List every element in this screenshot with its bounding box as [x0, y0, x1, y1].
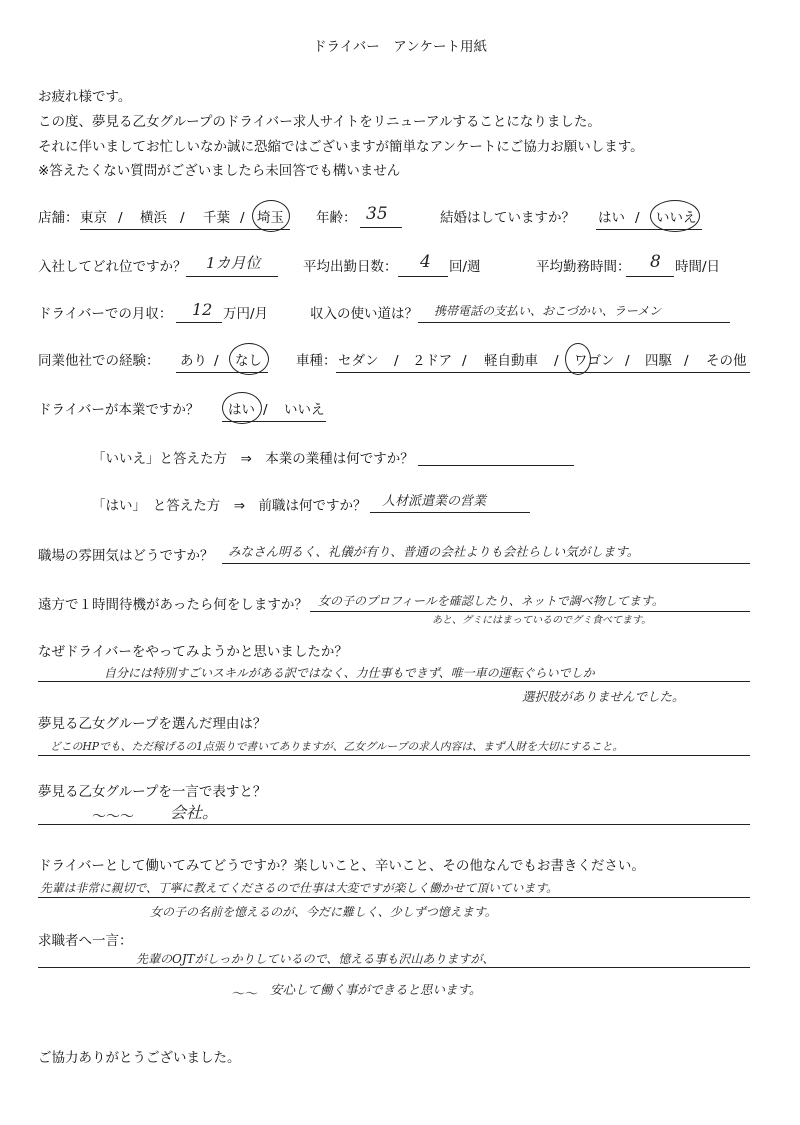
- attendance-label: 平均出勤日数：: [303, 259, 398, 275]
- struck-scribble: 〜〜〜: [92, 809, 134, 825]
- ifno-label: 「いいえ」と答えた方 ⇒ 本業の業種は何ですか？: [92, 451, 414, 467]
- underline: [222, 421, 326, 422]
- why-group-label: 夢見る乙女グループを選んだ理由は？: [38, 716, 267, 732]
- car-sep: /: [462, 353, 467, 369]
- store-label: 店舗：: [38, 210, 79, 226]
- usage-label: 収入の使い道は？: [310, 306, 418, 322]
- ifyes-label: 「はい」 と答えた方 ⇒ 前職は何ですか？: [92, 498, 367, 514]
- usage-value[interactable]: 携帯電話の支払い、おこづかい、ラーメン: [434, 304, 662, 318]
- store-option-saitama[interactable]: 埼玉: [257, 210, 284, 226]
- store-sep: /: [240, 210, 245, 226]
- hours-unit: 時間/日: [675, 259, 721, 275]
- underline: [222, 563, 750, 564]
- experience-option-no[interactable]: なし: [235, 353, 262, 369]
- underline: [626, 276, 674, 277]
- underline: [38, 755, 750, 756]
- experience-sep: /: [214, 353, 219, 369]
- how-work-value-1[interactable]: 先輩は非常に親切で、丁寧に教えてくださるので仕事は大変ですが楽しく働かせて頂いています。: [40, 881, 558, 895]
- car-option-wagon[interactable]: ワゴン: [574, 353, 615, 369]
- struck-scribble: 〜〜: [232, 987, 259, 1002]
- selected-circle: [565, 343, 591, 375]
- hours-label: 平均勤務時間：: [536, 259, 631, 275]
- underline: [38, 681, 750, 682]
- car-option-4wd[interactable]: 四駆: [645, 353, 672, 369]
- to-applicants-value-1[interactable]: 先輩のOJTがしっかりしているので、憶える事も沢山ありますが、: [136, 952, 495, 966]
- how-work-label: ドライバーとして働いてみてどうですか？楽しいこと、辛いこと、その他なんでもお書きください。: [38, 858, 645, 874]
- underline: [370, 512, 530, 513]
- experience-label: 同業他社での経験：: [38, 353, 160, 369]
- store-option-yokohama[interactable]: 横浜: [140, 210, 167, 226]
- experience-option-yes[interactable]: あり: [180, 353, 207, 369]
- mainjob-sep: /: [263, 402, 268, 418]
- store-sep: /: [118, 210, 123, 226]
- page-title: ドライバー アンケート用紙: [312, 39, 487, 55]
- why-driver-value-1[interactable]: 自分には特別すごいスキルがある訳ではなく、力仕事もできず、唯一車の運転ぐらいでしか: [104, 666, 595, 680]
- underline: [38, 967, 750, 968]
- selected-circle: [222, 392, 262, 424]
- income-unit: 万円/月: [223, 306, 269, 322]
- attendance-unit: 回/週: [449, 259, 481, 275]
- closing-text: ご協力ありがとうございました。: [38, 1050, 241, 1066]
- intro-line-2: この度、夢見る乙女グループのドライバー求人サイトをリニューアルすることになりました。: [38, 114, 601, 130]
- one-word-value[interactable]: 会社。: [170, 803, 219, 822]
- selected-circle: [229, 343, 269, 375]
- age-label: 年齢：: [316, 210, 357, 226]
- why-driver-value-2[interactable]: 選択肢がありませんでした。: [522, 689, 685, 704]
- car-option-sedan[interactable]: セダン: [338, 353, 379, 369]
- car-sep: /: [625, 353, 630, 369]
- attendance-value[interactable]: 4: [420, 252, 431, 272]
- car-option-kei[interactable]: 軽自動車: [484, 353, 538, 369]
- car-label: 車種：: [296, 353, 337, 369]
- underline: [186, 276, 278, 277]
- income-value[interactable]: 12: [192, 300, 213, 319]
- why-driver-label: なぜドライバーをやってみようかと思いましたか？: [38, 644, 348, 660]
- car-sep: /: [394, 353, 399, 369]
- atmosphere-label: 職場の雰囲気はどうですか？: [38, 548, 214, 564]
- store-sep: /: [180, 210, 185, 226]
- to-applicants-value-2[interactable]: 安心して働く事ができると思います。: [270, 982, 482, 997]
- mainjob-option-no[interactable]: いいえ: [284, 402, 325, 418]
- car-option-other[interactable]: その他: [706, 353, 747, 369]
- married-label: 結婚はしていますか？: [440, 210, 575, 226]
- tenure-value[interactable]: 1カ月位: [206, 254, 261, 272]
- mainjob-option-yes[interactable]: はい: [228, 402, 255, 418]
- underline: [38, 897, 750, 898]
- underline: [596, 229, 702, 230]
- tenure-label: 入社してどれ位ですか？: [38, 259, 187, 275]
- store-option-tokyo[interactable]: 東京: [80, 210, 107, 226]
- one-word-label: 夢見る乙女グループを一言で表すと？: [38, 784, 267, 800]
- intro-line-1: お疲れ様です。: [38, 89, 132, 105]
- underline: [398, 276, 448, 277]
- car-option-2door[interactable]: ２ドア: [412, 353, 453, 369]
- married-option-no[interactable]: いいえ: [656, 210, 697, 226]
- age-value[interactable]: 35: [366, 204, 388, 224]
- how-work-value-2[interactable]: 女の子の名前を憶えるのが、今だに難しく、少しずつ憶えます。: [150, 905, 497, 919]
- why-group-value[interactable]: どこのHPでも、ただ稼げるの1点張りで書いてありますが、乙女グループの求人内容は、まず人財を大切にすること。: [50, 740, 624, 753]
- mainjob-label: ドライバーが本業ですか？: [38, 402, 200, 418]
- waiting-value-2[interactable]: あと、グミにはまっているのでグミ食べてます。: [432, 615, 652, 626]
- income-label: ドライバーでの月収：: [38, 306, 173, 322]
- waiting-label: 遠方で１時間待機があったら何をしますか？: [38, 597, 308, 613]
- hours-value[interactable]: 8: [650, 252, 661, 272]
- ifyes-value[interactable]: 人材派遣業の営業: [382, 494, 487, 509]
- underline: [176, 372, 268, 373]
- to-applicants-label: 求職者へ一言：: [38, 933, 133, 949]
- waiting-value-1[interactable]: 女の子のプロフィールを確認したり、ネットで調べ物してます。: [318, 594, 664, 608]
- married-option-yes[interactable]: はい: [598, 210, 625, 226]
- underline: [360, 227, 402, 228]
- selected-circle: [252, 200, 290, 232]
- underline: [336, 372, 750, 373]
- ifno-answer-line[interactable]: [418, 465, 574, 466]
- underline: [38, 824, 750, 825]
- underline: [418, 322, 730, 323]
- intro-line-3: それに伴いましてお忙しいなか誠に恐縮ではございますが簡単なアンケートにご協力お願いします。: [38, 139, 644, 155]
- married-sep: /: [635, 210, 640, 226]
- atmosphere-value[interactable]: みなさん明るく、礼儀が有り、普通の会社よりも会社らしい気がします。: [228, 544, 640, 559]
- car-sep: /: [684, 353, 689, 369]
- store-option-chiba[interactable]: 千葉: [203, 210, 230, 226]
- underline: [176, 322, 222, 323]
- underline: [80, 229, 290, 230]
- intro-line-4: ※答えたくない質問がございましたら未回答でも構いません: [38, 163, 401, 179]
- selected-circle: [650, 200, 700, 232]
- car-sep: /: [554, 353, 559, 369]
